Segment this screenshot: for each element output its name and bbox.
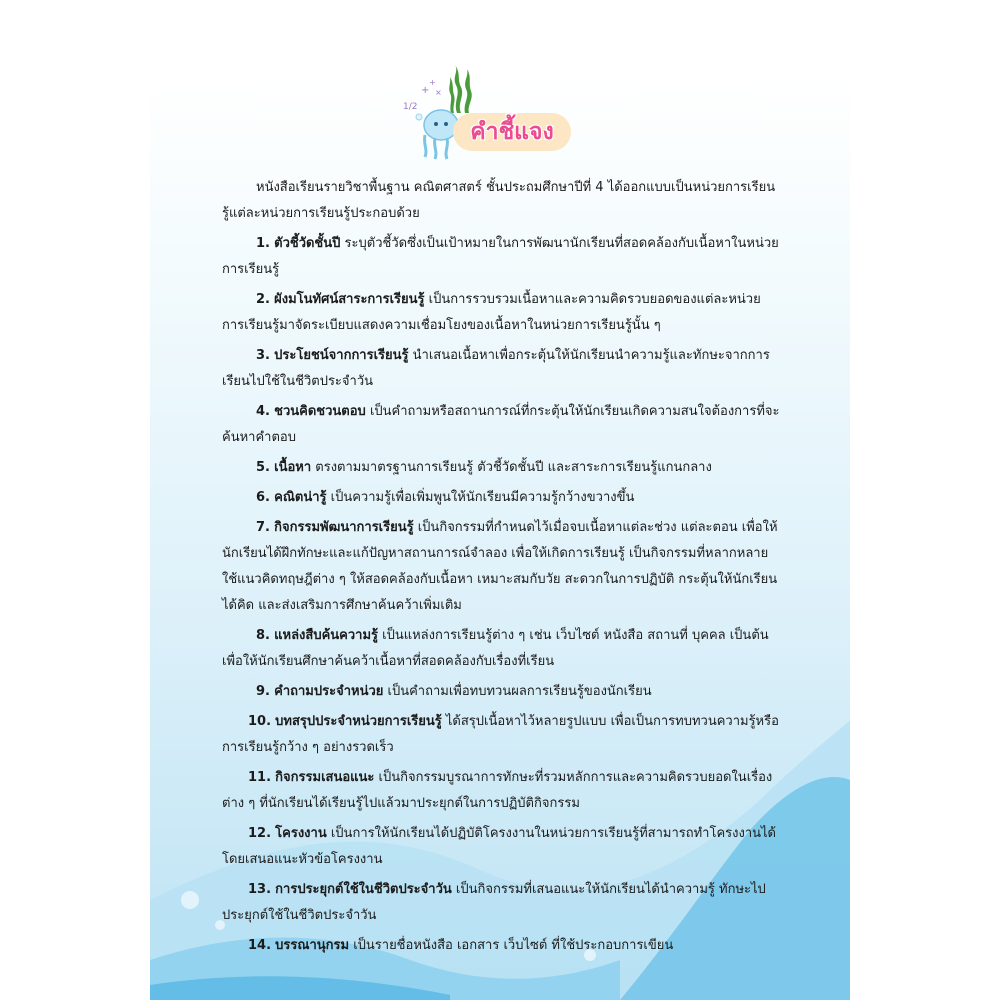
item-number: 14. [248,938,272,953]
item-text: เป็นคำถามหรือสถานการณ์ที่กระตุ้นให้นักเรียนเกิดความสนใจต้องการที่จะค้นหาคำตอบ [222,404,780,445]
item-text: นำเสนอเนื้อหาเพื่อกระตุ้นให้นักเรียนนำความรู้และทักษะจากการเรียนไปใช้ในชีวิตประจำวัน [222,348,770,389]
item-number: 6. [256,490,270,505]
item-title: ผังมโนทัศน์สาระการเรียนรู้ [274,292,425,307]
math-symbols-icon [403,78,442,112]
item-title: บทสรุปประจำหน่วยการเรียนรู้ [275,714,442,729]
item-number: 3. [256,348,270,363]
item-text: เป็นคำถามเพื่อทบทวนผลการเรียนรู้ของนักเรียน [387,684,652,699]
item-title: การประยุกต์ใช้ในชีวิตประจำวัน [275,882,452,897]
item-title: คำถามประจำหน่วย [274,684,384,699]
item-text: เป็นกิจกรรมบูรณาการทักษะที่รวมหลักการและความคิดรวบยอดในเรื่องต่าง ๆ ที่นักเรียนได้เรียนรู้ไปแล้วมาประยุกต์ในการปฏิบัติกิจกรรม [222,770,773,811]
title-badge [453,113,571,151]
list-item [222,455,782,481]
page-title: คำชี้แจง [470,119,554,145]
item-text: เป็นกิจกรรมที่เสนอแนะให้นักเรียนได้นำความรู้ ทักษะไปประยุกต์ใช้ในชีวิตประจำวัน [222,882,766,923]
list-item [222,933,782,959]
item-title: เนื้อหา [274,460,312,475]
item-title: กิจกรรมเสนอแนะ [275,770,375,785]
list-item [222,343,782,395]
item-text: เป็นการให้นักเรียนได้ปฏิบัติโครงงานในหน่วยการเรียนรู้ที่สามารถทำโครงงานได้ โดยเสนอแนะหัวข้อโครงงาน [222,826,776,867]
item-number: 1. [256,236,270,251]
list-item [222,287,782,339]
page-header [395,65,575,160]
list-item [222,821,782,873]
seaweed-icon [449,65,471,113]
item-title: แหล่งสืบค้นความรู้ [274,628,379,643]
item-title: ตัวชี้วัดชั้นปี [274,236,341,251]
item-title: คณิตน่ารู้ [274,490,327,505]
item-number: 2. [256,292,270,307]
item-text: เป็นกิจกรรมที่กำหนดไว้เมื่อจบเนื้อหาแต่ละช่วง แต่ละตอน เพื่อให้นักเรียนได้ฝึกทักษะและแก้ปัญหาสถานการณ์จำลอง เพื่อให้เกิดการเรียนรู้ เป็นกิจกรรมที่หลากหลาย ใช้แนวคิดทฤษฎีต่าง ๆ ให้สอดคล้องกับเนื้อหา เหมาะสมกับวัย สะดวกในการปฏิบัติ กระตุ้นให้นักเรียนได้คิด และส่งเสริมการศึกษาค้นคว้าเพิ่มเติม [222,520,778,613]
item-text: ระบุตัวชี้วัดซึ่งเป็นเป้าหมายในการพัฒนานักเรียนที่สอดคล้องกับเนื้อหาในหน่วยการเรียนรู้ [222,236,779,277]
content [222,175,782,963]
svg-text:1/2: 1/2 [403,102,418,112]
item-text: เป็นแหล่งการเรียนรู้ต่าง ๆ เช่น เว็บไซต์ หนังสือ สถานที่ บุคคล เป็นต้น เพื่อให้นักเรียนศึกษาค้นคว้าเนื้อหาที่สอดคล้องกับเรื่องที่เรียน [222,628,769,669]
item-number: 13. [248,882,272,897]
item-title: โครงงาน [275,826,327,841]
item-title: ชวนคิดชวนตอบ [274,404,366,419]
list-item [222,765,782,817]
intro-paragraph: หนังสือเรียนรายวิชาพื้นฐาน คณิตศาสตร์ ชั้นประถมศึกษาปีที่ 4 ได้ออกแบบเป็นหน่วยการเรียนรู้แต่ละหน่วยการเรียนรู้ประกอบด้วย [222,180,776,221]
item-title: กิจกรรมพัฒนาการเรียนรู้ [274,520,414,535]
item-number: 8. [256,628,270,643]
item-number: 5. [256,460,270,475]
item-text: เป็นการรวบรวมเนื้อหาและความคิดรวบยอดของแต่ละหน่วยการเรียนรู้มาจัดระเบียบแสดงความเชื่อมโยงของเนื้อหาในหน่วยการเรียนรู้นั้น ๆ [222,292,761,333]
list-item [222,623,782,675]
item-text: ตรงตามมาตรฐานการเรียนรู้ ตัวชี้วัดชั้นปี และสาระการเรียนรู้แกนกลาง [315,460,712,475]
item-title: บรรณานุกรม [275,938,350,953]
list-item [222,515,782,619]
item-title: ประโยชน์จากการเรียนรู้ [274,348,409,363]
list-item [222,679,782,705]
list-item [222,485,782,511]
item-text: ได้สรุปเนื้อหาไว้หลายรูปแบบ เพื่อเป็นการทบทวนความรู้หรือการเรียนรู้กว้าง ๆ อย่างรวดเร็ว [222,714,779,755]
item-number: 4. [256,404,270,419]
document-page [150,0,850,1000]
svg-text:+: + [421,85,430,96]
list-item [222,231,782,283]
item-number: 9. [256,684,270,699]
list-item [222,709,782,761]
svg-text:+: + [429,78,436,87]
item-number: 11. [248,770,272,785]
item-number: 10. [248,714,272,729]
list-item [222,399,782,451]
svg-text:×: × [435,88,442,97]
item-number: 7. [256,520,270,535]
item-text: เป็นรายชื่อหนังสือ เอกสาร เว็บไซต์ ที่ใช้ประกอบการเขียน [353,938,674,953]
item-number: 12. [248,826,272,841]
list-item [222,877,782,929]
item-text: เป็นความรู้เพื่อเพิ่มพูนให้นักเรียนมีความรู้กว้างขวางขึ้น [330,490,635,505]
